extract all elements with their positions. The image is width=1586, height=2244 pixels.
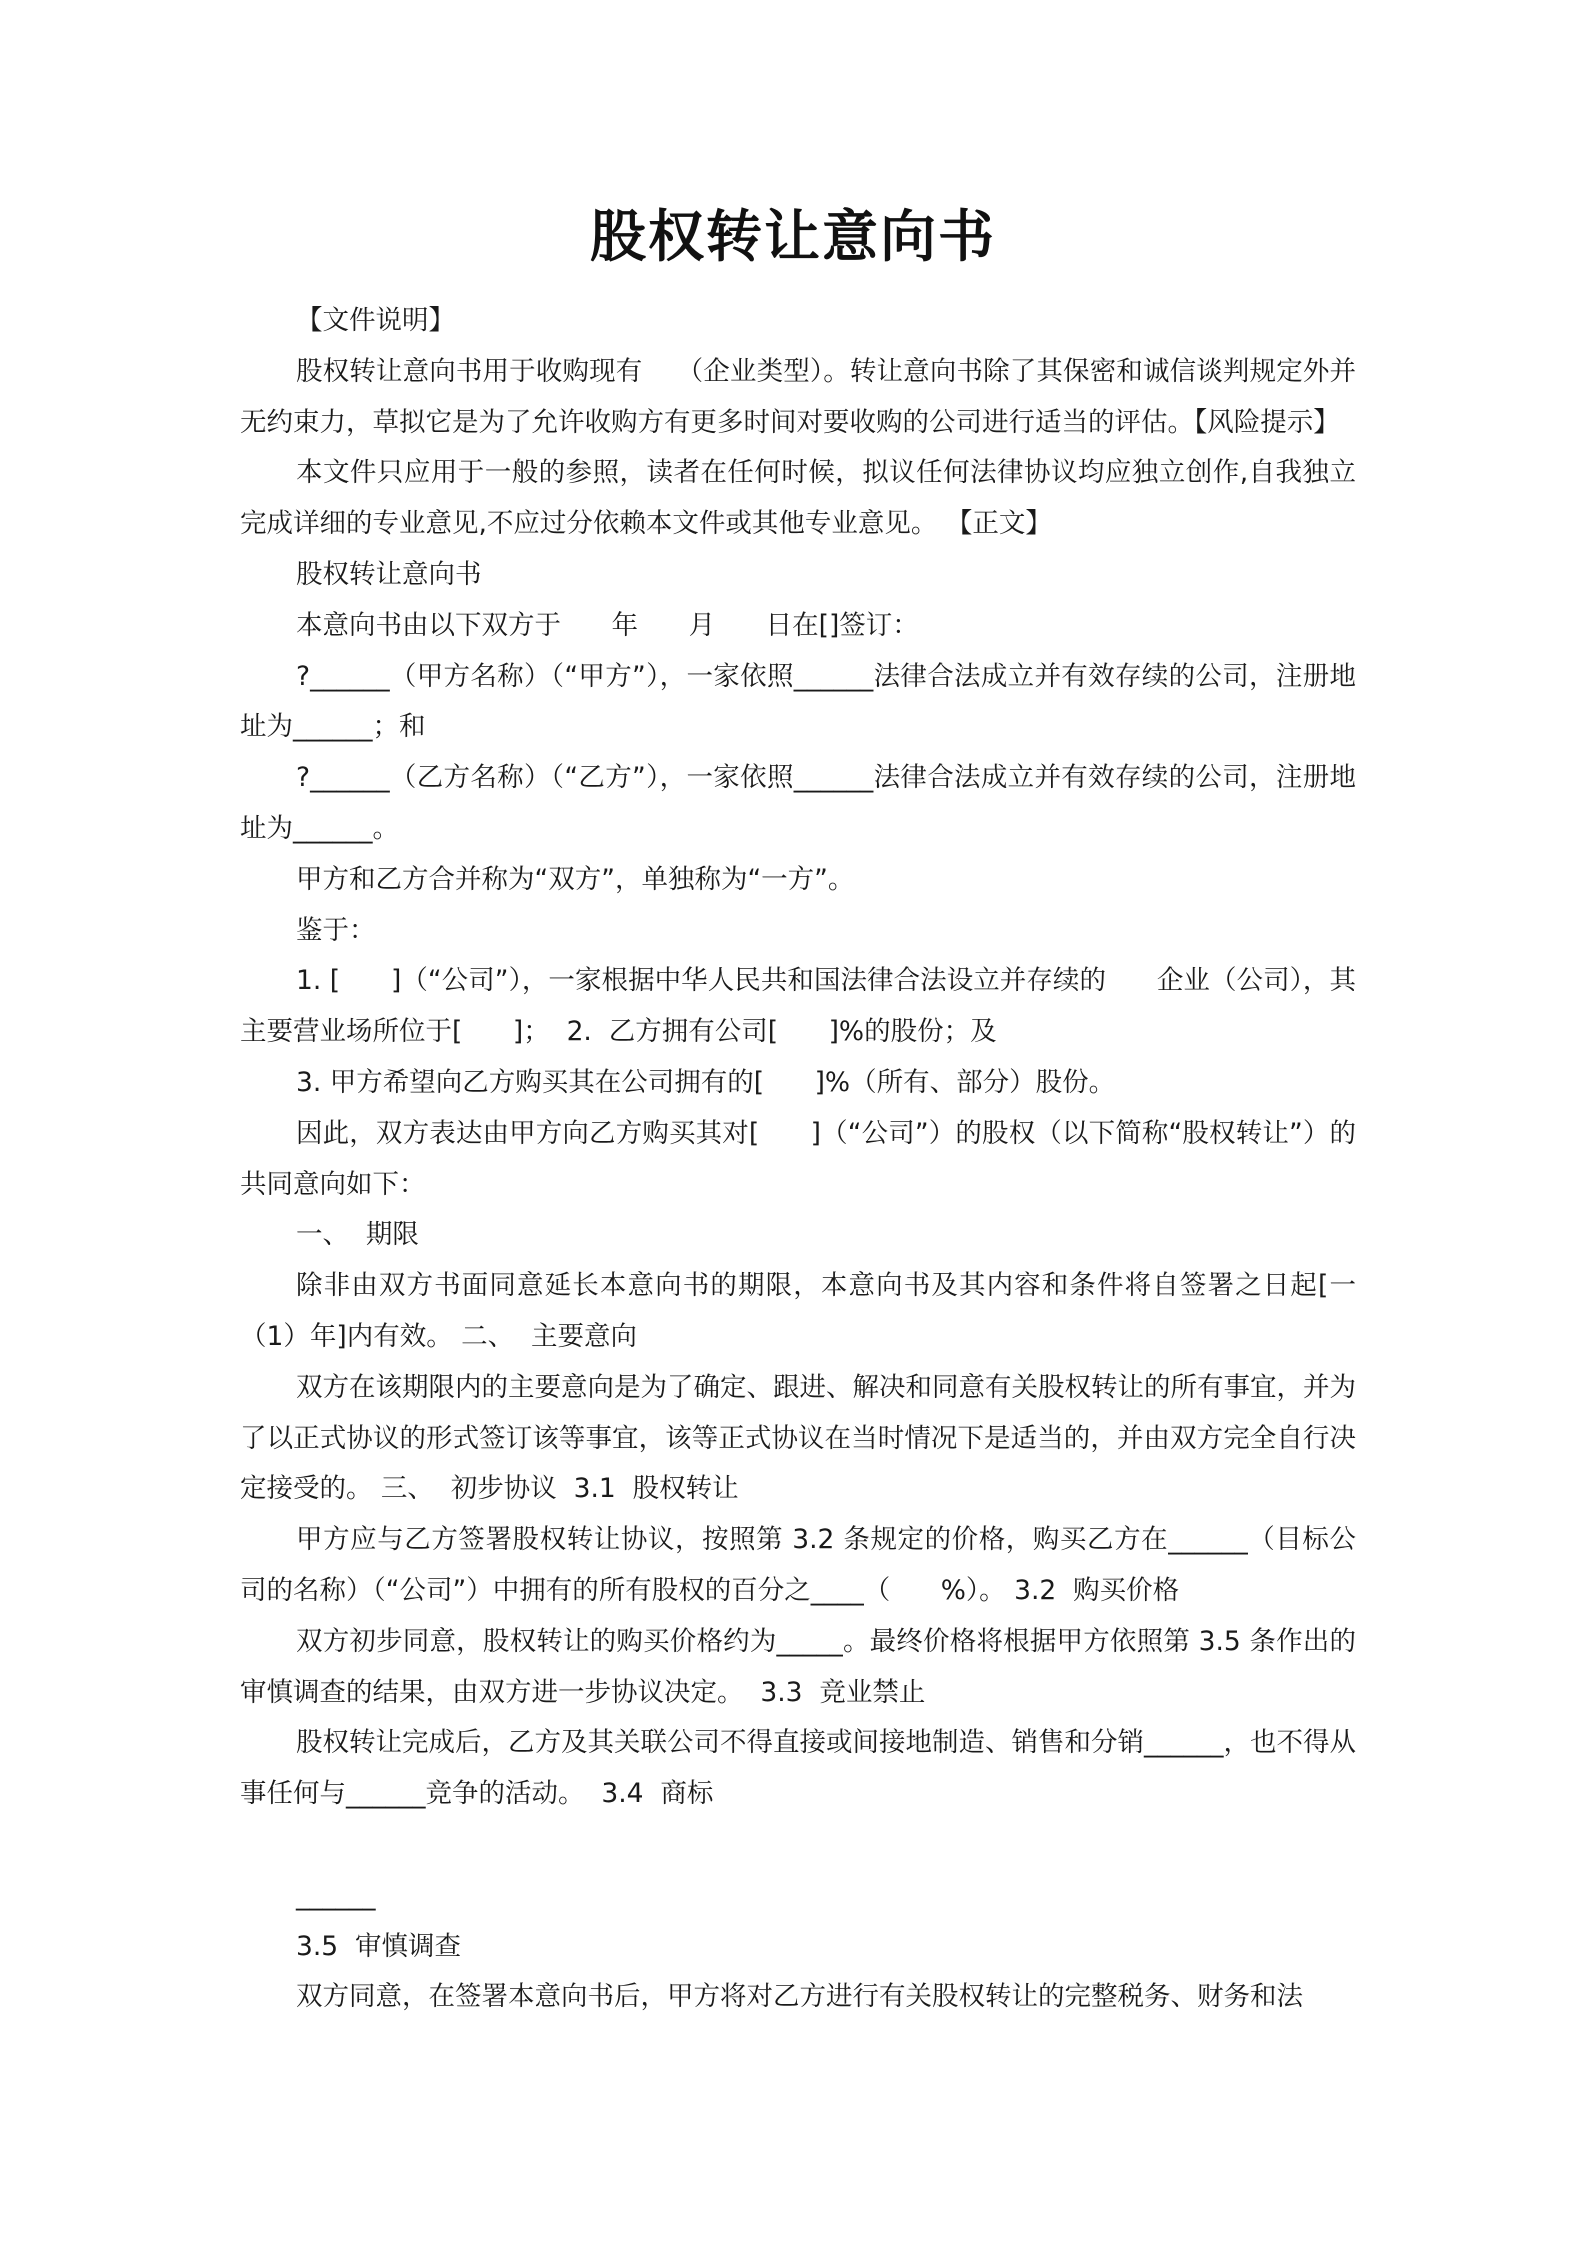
doc-paragraph: 1. [ ]（“公司”），一家根据中华人民共和国法律合法设立并存续的 企业（公司），其主要营业场所位于[ ]； 2. 乙方拥有公司[ ]%的股份；及: [240, 965, 1356, 1048]
doc-paragraph: 3. 甲方希望向乙方购买其在公司拥有的[ ]%（所有、部分）股份。: [296, 1066, 1116, 1098]
doc-paragraph: 除非由双方书面同意延长本意向书的期限，本意向书及其内容和条件将自签署之日起[一（1）年]内有效。 二、 主要意向: [240, 1270, 1356, 1352]
doc-paragraph: 甲方和乙方合并称为“双方”，单独称为“一方”。: [296, 863, 855, 895]
doc-paragraph: 双方在该期限内的主要意向是为了确定、跟进、解决和同意有关股权转让的所有事宜，并为了以正式协议的形式签订该等事宜，该等正式协议在当时情况下是适当的，并由双方完全自行决定接受的。 三、 初步协议 3.1 股权转让: [240, 1371, 1356, 1505]
document-body: [240, 296, 1356, 2023]
doc-paragraph: 股权转让意向书: [296, 558, 482, 590]
doc-paragraph: 甲方应与乙方签署股权转让协议，按照第 3.2 条规定的价格，购买乙方在______（目标公司的名称）（“公司”）中拥有的所有股权的百分之____（ %）。 3.2 购买价格: [240, 1524, 1356, 1606]
doc-paragraph: 【文件说明】: [296, 305, 455, 336]
doc-paragraph: ?______（甲方名称）（“甲方”），一家依照______法律合法成立并有效存续的公司，注册地址为______；和: [240, 660, 1356, 743]
doc-paragraph: 3.5 审慎调查: [296, 1930, 461, 1962]
document-title: 股权转让意向书: [590, 205, 996, 270]
doc-paragraph: 鉴于：: [296, 914, 376, 946]
doc-paragraph: 一、 期限: [296, 1219, 419, 1251]
doc-paragraph: 本文件只应用于一般的参照，读者在任何时候，拟议任何法律协议均应独立创作,自我独立完成详细的专业意见,不应过分依赖本文件或其他专业意见。 【正文】: [240, 457, 1356, 540]
doc-paragraph: 双方初步同意，股权转让的购买价格约为_____。最终价格将根据甲方依照第 3.5 条作出的审慎调查的结果，由双方进一步协议决定。 3.3 竞业禁止: [240, 1625, 1356, 1708]
doc-paragraph: 股权转让意向书用于收购现有 （企业类型）。转让意向书除了其保密和诚信谈判规定外并无约束力，草拟它是为了允许收购方有更多时间对要收购的公司进行适当的评估。【风险提示】: [240, 355, 1356, 438]
doc-paragraph: ?______（乙方名称）（“乙方”），一家依照______法律合法成立并有效存续的公司，注册地址为______。: [240, 762, 1356, 844]
doc-paragraph: 股权转让完成后，乙方及其关联公司不得直接或间接地制造、销售和分销______，也不得从事任何与______竞争的活动。 3.4 商标: [240, 1727, 1356, 1810]
blank-line: [240, 1820, 1356, 1871]
doc-paragraph: 因此，双方表达由甲方向乙方购买其对[ ]（“公司”）的股权（以下简称“股权转让”）的共同意向如下：: [240, 1117, 1356, 1200]
doc-paragraph: ______: [296, 1879, 376, 1911]
doc-paragraph: 双方同意，在签署本意向书后，甲方将对乙方进行有关股权转让的完整税务、财务和法: [296, 1981, 1303, 2013]
doc-paragraph: 本意向书由以下双方于 年 月 日在[]签订：: [296, 609, 919, 641]
